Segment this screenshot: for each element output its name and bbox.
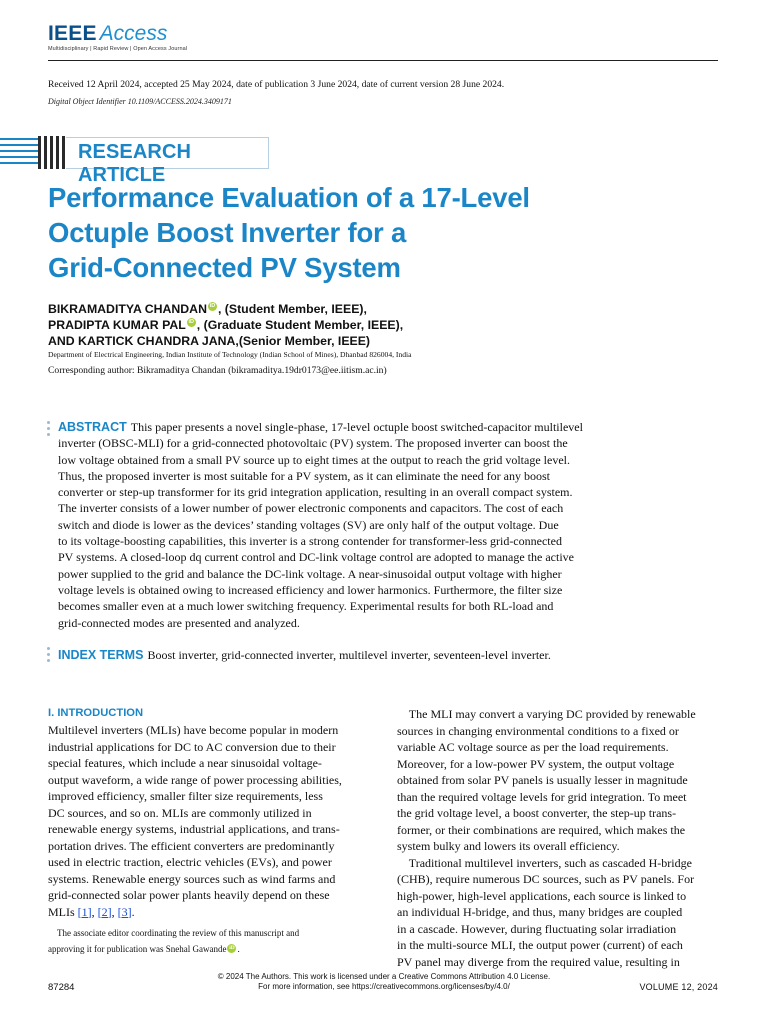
orcid-icon[interactable]: iD [209, 303, 216, 309]
author-line [48, 317, 648, 333]
body-line: MLIs [1], [2], [3]. [48, 904, 135, 919]
author-role: , (Student Member, IEEE), [217, 302, 367, 316]
author-role: (Senior Member, IEEE) [238, 334, 371, 348]
footnote-text: The associate editor coordinating the review of this manuscript and [57, 928, 300, 938]
banner-stripes-icon [0, 134, 70, 172]
body-line: the grid voltage level, a boost converter, the step-up trans- [397, 806, 677, 820]
author-line [48, 333, 648, 349]
body-column-left [48, 706, 370, 920]
abstract-line: power supplied to the grid and balance the DC-link voltage. A near-sinusoidal output voltage with higher [58, 566, 562, 581]
body-line: system bulky and lowers its overall efficiency. [397, 839, 620, 853]
body-line: industrial applications for DC to AC conversion due to their [48, 739, 336, 754]
body-line: special features, which include a near sinusoidal voltage- [48, 756, 322, 770]
abstract-line: Thus, the proposed inverter is most suitable for a PV system, as it can eliminate the need for any boost [58, 468, 551, 483]
body-line: grid-connected solar power plants heavily depend on these [48, 888, 330, 902]
body-line: used in electric traction, electric vehicles (EVs), and power [48, 855, 332, 869]
body-line: portation drives. The efficient converters are predominantly [48, 838, 335, 853]
body-line: Moreover, for a low-power PV system, the output voltage [397, 756, 675, 771]
journal-tagline: Multidisciplinary | Rapid Review | Open Access Journal [48, 46, 188, 52]
author-name: BIKRAMADITYA CHANDAN [48, 302, 207, 316]
doi-line[interactable]: Digital Object Identifier 10.1109/ACCESS.2024.3409171 [48, 97, 232, 106]
author-name: PRADIPTA KUMAR PAL [48, 318, 186, 332]
author-list [48, 301, 648, 349]
affiliation: Department of Electrical Engineering, Indian Institute of Technology (Indian School of Mines), Dhanbad 826004, India [48, 350, 412, 359]
abstract-line: The inverter consists of a lower number of power electronic components and capacitors. The cost of each [58, 501, 564, 516]
body-line: Traditional multilevel inverters, such as cascaded H-bridge [397, 855, 692, 870]
journal-logo [48, 22, 167, 46]
editor-footnote [48, 925, 370, 957]
author-role: , (Graduate Student Member, IEEE), [196, 318, 404, 332]
article-type-label: RESEARCH ARTICLE [78, 141, 192, 186]
header-divider [48, 60, 718, 61]
citation-link[interactable]: [2] [97, 904, 112, 919]
body-line: renewable energy systems, industrial applications, and trans- [48, 822, 340, 836]
orcid-icon[interactable]: iD [188, 319, 195, 325]
body-line: high-power, high-level applications, each source is linked to [397, 888, 687, 903]
body-line: DC sources, and so on. MLIs are commonly utilized in [48, 805, 312, 820]
body-line: obtained from solar PV panels is usually lesser in magnitude [397, 773, 688, 787]
author-line [48, 301, 648, 317]
abstract-line: This paper presents a novel single-phase, 17-level octuple boost switched-capacitor multilevel [130, 420, 583, 434]
index-terms-marker-icon [47, 647, 50, 665]
article-type-banner [0, 134, 270, 186]
abstract-marker-icon [47, 421, 50, 439]
footnote-line: approving it for publication was Snehal Gawande iD . [48, 944, 240, 954]
title-line: Grid-Connected PV System [48, 252, 401, 283]
footnote-text: approving it for publication was Snehal Gawande [48, 944, 227, 954]
abstract [58, 419, 628, 631]
body-line: systems. Renewable energy sources such as wind farms and [48, 871, 336, 886]
abstract-line: low voltage obtained from a small PV source up to eight times at the output to reach the grid voltage level. [58, 452, 570, 467]
body-line: The MLI may convert a varying DC provided by renewable [397, 707, 696, 721]
volume-label: VOLUME 12, 2024 [639, 982, 718, 992]
abstract-line: converter or step-up transformer for its grid integration application, resulting in an overall compact system. [58, 485, 573, 500]
logo-ieee-text: IEEE [48, 22, 97, 45]
orcid-icon[interactable]: iD [229, 945, 235, 951]
body-line: than the required voltage levels for grid integration. To meet [397, 789, 687, 804]
body-line: sources in changing environmental conditions to a fixed or [397, 723, 679, 738]
abstract-line: PV systems. A closed-loop dq current control and DC-link voltage control are adopted to manage the active [58, 550, 574, 565]
body-line: in a cascade. However, during fluctuating solar irradiation [397, 921, 677, 936]
body-column-right [397, 706, 719, 970]
abstract-line: switch and diode is lower as the devices’ standing voltages (SV) are only half of the output voltage. Due [58, 517, 559, 532]
abstract-line: grid-connected modes are presented and analyzed. [58, 615, 300, 630]
body-line: improved efficiency, smaller filter size requirements, less [48, 789, 323, 803]
page-number: 87284 [48, 982, 75, 993]
abstract-label: ABSTRACT [58, 420, 127, 434]
license-link[interactable]: For more information, see https://creativecommons.org/licenses/by/4.0/ [258, 982, 510, 991]
index-terms-text: Boost inverter, grid-connected inverter, multilevel inverter, seventeen-level inverter. [147, 648, 551, 662]
license-statement: © 2024 The Authors. This work is licensed under a Creative Commons Attribution 4.0 License. [217, 972, 551, 981]
abstract-line: becomes smaller even at a much lower switching frequency. Experimental results for both RL-load and [58, 599, 554, 614]
paper-title [48, 180, 568, 285]
citation-link[interactable]: [3] [117, 904, 132, 919]
index-terms [58, 648, 551, 663]
index-terms-label: INDEX TERMS [58, 648, 144, 662]
body-line: (CHB), require numerous DC sources, such as PV panels. For [397, 872, 695, 886]
abstract-line: voltage levels is obtained owing to increased efficiency and lower harmonics. Furthermore, the filter size [58, 582, 563, 597]
body-line: former, or their combinations are required, which makes the [397, 822, 686, 837]
section-heading: I. INTRODUCTION [48, 707, 144, 719]
title-line: Octuple Boost Inverter for a [48, 217, 407, 248]
abstract-line: inverter (OBSC-MLI) for a grid-connected photovoltaic (PV) system. The proposed inverter can boost the [58, 436, 568, 451]
body-line: in the multi-source MLI, the output power (current) of each [397, 938, 683, 952]
author-name: AND KARTICK CHANDRA JANA, [48, 334, 239, 348]
corresponding-author: Corresponding author: Bikramaditya Chandan (bikramaditya.19dr0173@ee.iitism.ac.in) [48, 365, 387, 376]
body-line: an individual H-bridge, and thus, many bridges are coupled [397, 905, 683, 919]
body-line: PV panel may diverge from the required value, resulting in [397, 954, 680, 969]
logo-access-text: Access [99, 22, 168, 45]
body-text: MLIs [48, 904, 78, 919]
body-line: variable AC voltage source as per the load requirements. [397, 740, 669, 754]
received-dates: Received 12 April 2024, accepted 25 May 2024, date of publication 3 June 2024, date of current version 28 June 2024. [48, 79, 505, 90]
title-line: Performance Evaluation of a 17-Level [48, 182, 530, 213]
body-line: Multilevel inverters (MLIs) have become popular in modern [48, 723, 339, 737]
footnote-line [48, 925, 370, 941]
abstract-line: to its voltage-boosting capabilities, this inverter is a strong contender for transformer-less grid-connected [58, 534, 562, 549]
body-line: output waveform, a wide range of power processing abilities, [48, 772, 342, 787]
citation-link[interactable]: [1] [77, 904, 92, 919]
